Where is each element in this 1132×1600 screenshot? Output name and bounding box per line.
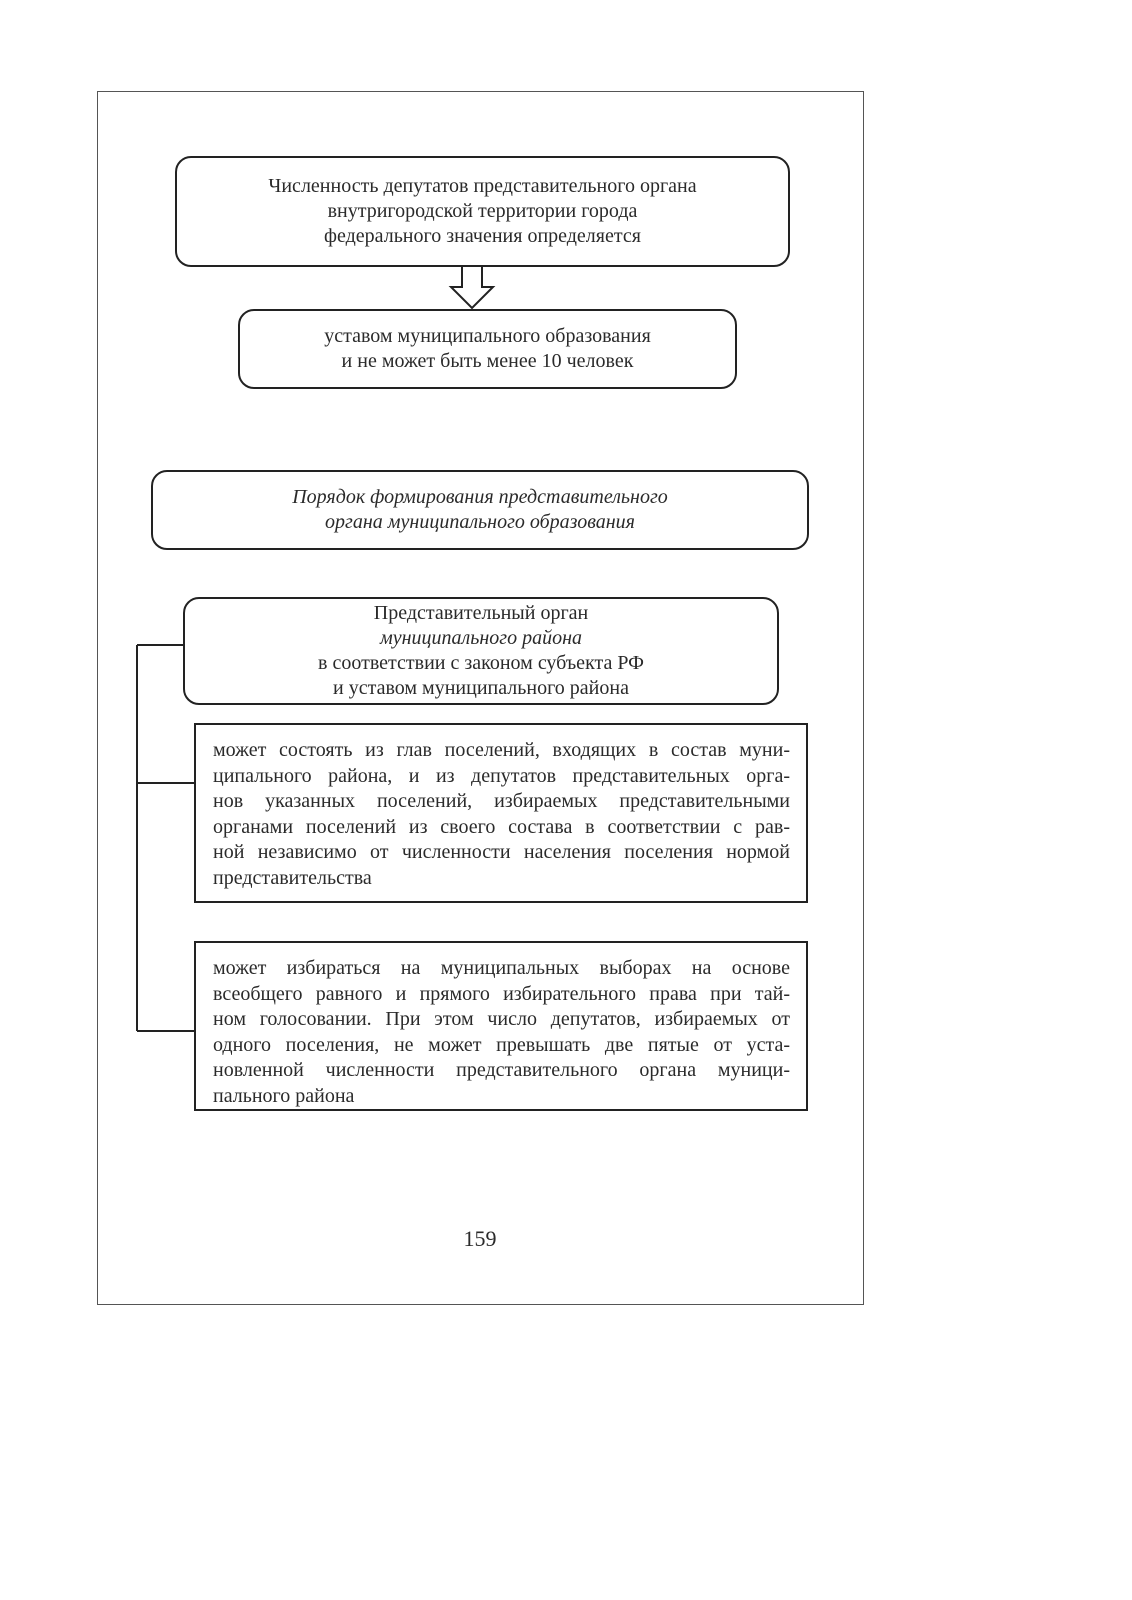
box4-line3: и уставом муниципального района bbox=[333, 677, 629, 699]
page-number: 159 bbox=[463, 1226, 497, 1251]
box2-line: уставом муниципального образования bbox=[324, 325, 651, 347]
box6-line: одного поселения, не может превышать две пятые от уста- bbox=[213, 1033, 790, 1056]
election-option-box bbox=[194, 941, 808, 1111]
box3-line: Порядок формирования представительного bbox=[292, 486, 668, 508]
box4-line2: в соответствии с законом субъекта РФ bbox=[318, 652, 644, 674]
box4-line1-italic: муниципального района bbox=[379, 627, 583, 649]
formation-order-box bbox=[151, 470, 809, 550]
box5-line: ципального района, и из депутатов представительных орга- bbox=[213, 764, 790, 787]
box6-line: всеобщего равного и прямого избирательного права при тай- bbox=[213, 982, 790, 1005]
box5-line: нов указанных поселений, избираемых представительными bbox=[213, 790, 790, 812]
box5-line: может состоять из глав поселений, входящих в состав муни- bbox=[213, 739, 790, 761]
district-body-box bbox=[183, 597, 779, 705]
box4-line1-prefix: Представительный орган bbox=[373, 602, 589, 624]
deputies-count-box bbox=[175, 156, 790, 267]
composition-option-box bbox=[194, 723, 808, 903]
box6-line: новленной численности представительного органа муници- bbox=[213, 1059, 790, 1081]
box3-line: органа муниципального образования bbox=[325, 511, 635, 533]
box5-line: представительства bbox=[213, 866, 372, 889]
box5-line: органами поселений из своего состава в соответствии с рав- bbox=[213, 815, 790, 838]
box6-line: пального района bbox=[213, 1084, 355, 1107]
box6-line: ном голосовании. При этом число депутатов, избираемых от bbox=[213, 1008, 790, 1030]
box6-line: может избираться на муниципальных выборах на основе bbox=[213, 957, 790, 979]
box1-line: федерального значения определяется bbox=[324, 225, 641, 247]
box2-line: и не может быть менее 10 человек bbox=[341, 350, 634, 372]
box5-line: ной независимо от численности населения поселения нормой bbox=[213, 841, 790, 863]
charter-box bbox=[238, 309, 737, 389]
box1-line: внутригородской территории города bbox=[327, 200, 638, 222]
box1-line: Численность депутатов представительного органа bbox=[268, 175, 697, 197]
box4-line1 bbox=[374, 601, 588, 651]
down-arrow-icon bbox=[451, 267, 493, 308]
